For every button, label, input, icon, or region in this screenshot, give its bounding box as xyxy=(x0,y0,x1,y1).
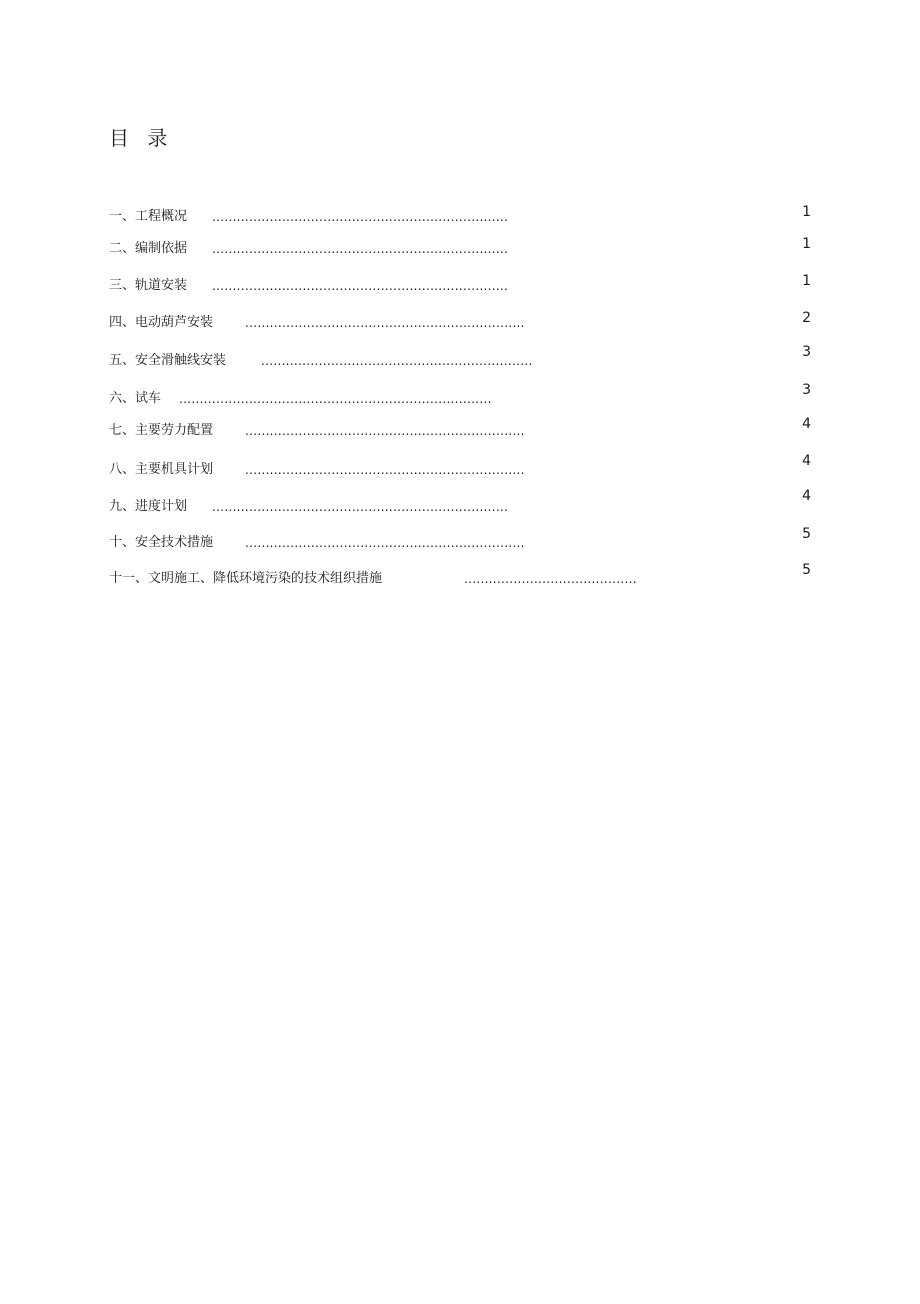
toc-entry-leader: ........................................................................ xyxy=(212,242,509,256)
toc-entry-page: 3 xyxy=(802,382,811,398)
toc-entry-leader: .................................................................... xyxy=(245,463,525,477)
toc-entry-label: 二、编制依据 xyxy=(109,241,188,256)
toc-entry-page: 5 xyxy=(802,562,811,578)
toc-entry-leader: .................................................................... xyxy=(245,536,525,550)
toc-entry-page: 4 xyxy=(802,453,811,469)
toc-entry-label: 七、主要劳力配置 xyxy=(109,423,214,438)
toc-entry-label: 十、安全技术措施 xyxy=(109,535,214,550)
toc-entry-page: 3 xyxy=(802,344,811,360)
toc-title: 目 录 xyxy=(109,126,174,150)
toc-entry-leader: .......................................... xyxy=(464,572,637,586)
toc-entry-label: 九、进度计划 xyxy=(109,499,188,514)
toc-entry-8[interactable] xyxy=(109,455,811,477)
toc-entry-leader: ............................................................................ xyxy=(179,392,492,406)
toc-entry-leader: ........................................................................ xyxy=(212,210,509,224)
toc-entry-9[interactable] xyxy=(109,488,811,514)
toc-entry-10[interactable] xyxy=(109,528,811,550)
toc-entry-2[interactable] xyxy=(109,234,811,256)
toc-entry-leader: .................................................................... xyxy=(245,316,525,330)
toc-entry-page: 4 xyxy=(802,488,811,504)
toc-entry-label: 五、安全滑触线安装 xyxy=(109,353,227,368)
toc-entry-5[interactable] xyxy=(109,346,811,368)
toc-entry-1[interactable] xyxy=(109,202,811,224)
toc-entry-page: 2 xyxy=(802,310,811,326)
toc-entry-page: 5 xyxy=(802,526,811,542)
toc-entry-leader: .................................................................... xyxy=(245,424,525,438)
toc-entry-7[interactable] xyxy=(109,416,811,438)
toc-entry-label: 十一、文明施工、降低环境污染的技术组织措施 xyxy=(109,571,383,586)
toc-entry-label: 三、轨道安装 xyxy=(109,278,188,293)
toc-entry-page: 1 xyxy=(802,273,811,289)
toc-entry-page: 4 xyxy=(802,416,811,432)
toc-entry-page: 1 xyxy=(802,236,811,252)
toc-entry-page: 1 xyxy=(802,204,811,220)
toc-entry-3[interactable] xyxy=(109,271,811,293)
toc-entry-label: 八、主要机具计划 xyxy=(109,462,214,477)
toc-entry-label: 六、试车 xyxy=(109,391,162,406)
toc-entry-6[interactable] xyxy=(109,384,811,406)
toc-entry-label: 一、工程概况 xyxy=(109,209,188,224)
toc-entry-leader: .................................................................. xyxy=(261,354,533,368)
toc-entry-leader: ........................................................................ xyxy=(212,279,509,293)
toc-entry-leader: ........................................................................ xyxy=(212,500,509,514)
toc-entry-11[interactable] xyxy=(109,564,811,586)
toc-entry-label: 四、电动葫芦安装 xyxy=(109,315,214,330)
toc-entry-4[interactable] xyxy=(109,308,811,330)
